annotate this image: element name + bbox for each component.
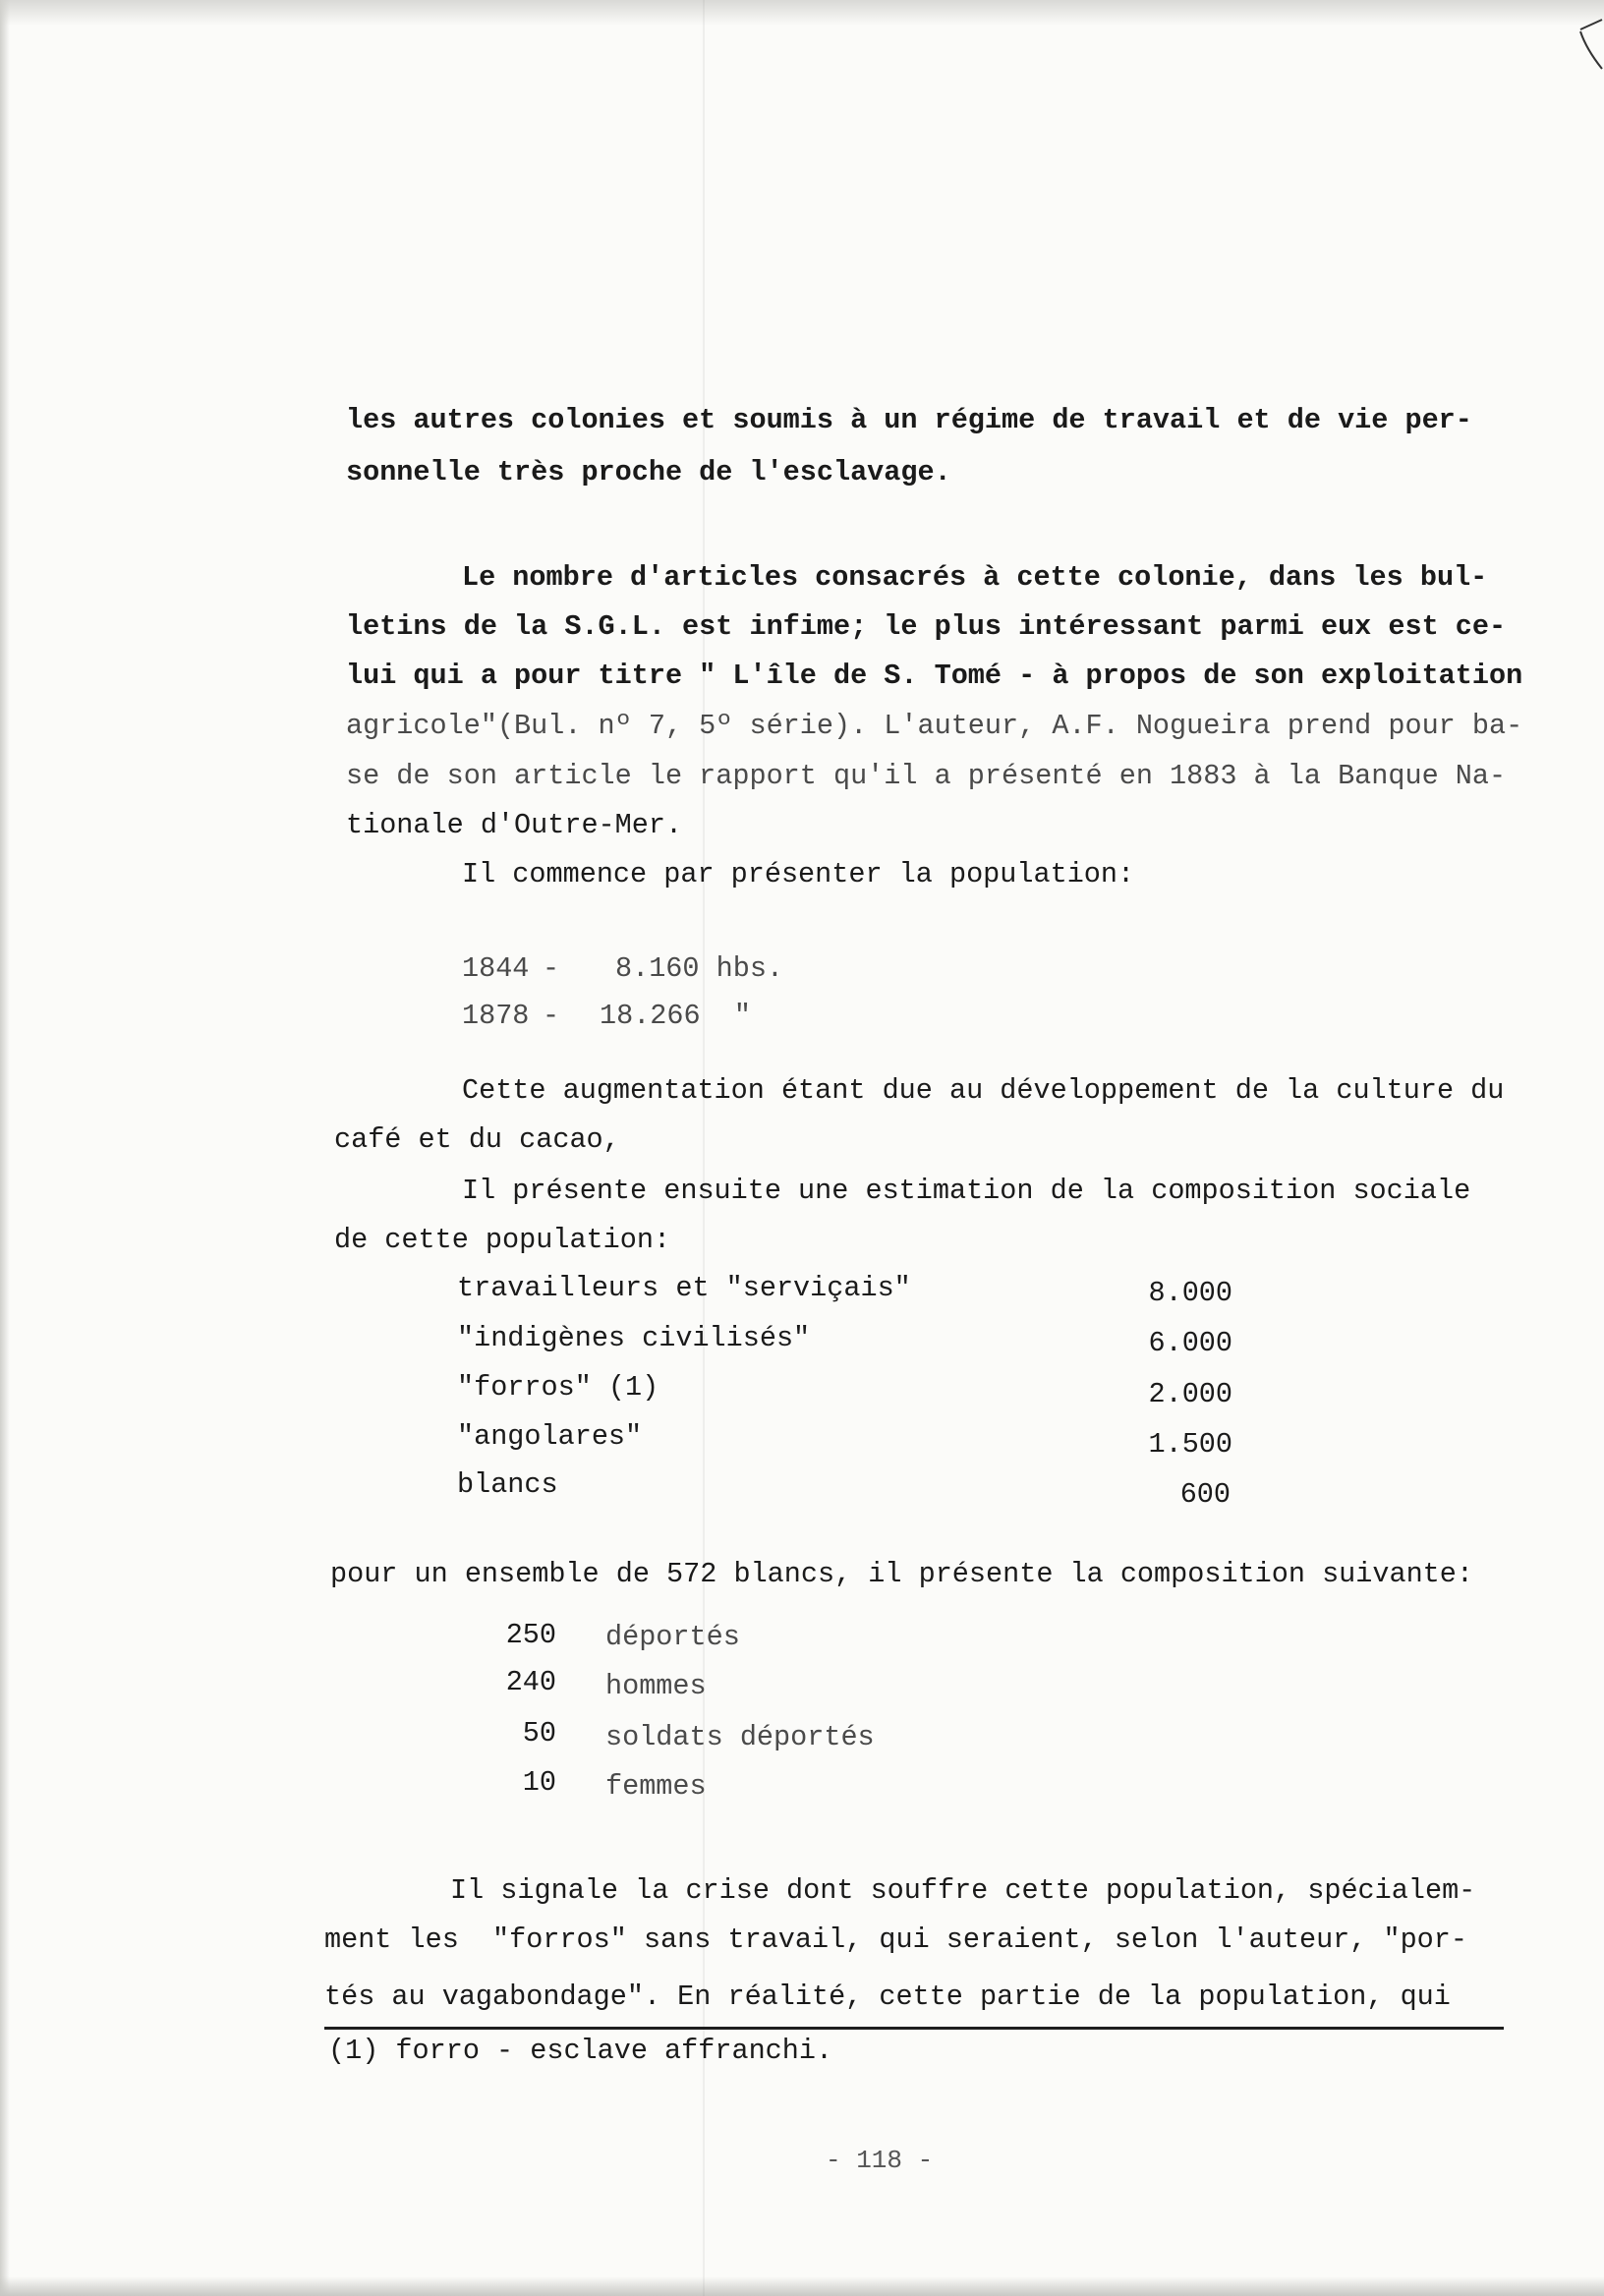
scan-edge-left: [0, 0, 10, 2296]
footnote-rule: [324, 2027, 1504, 2030]
footnote: (1) forro - esclave affranchi.: [328, 2035, 833, 2067]
composition-label: "forros" (1): [457, 1371, 659, 1404]
whites-label: soldats déportés: [605, 1721, 875, 1753]
scan-edge-top: [0, 0, 1604, 26]
population-year: 1844: [462, 952, 530, 985]
text-line: Cette augmentation étant due au développement de la culture du: [462, 1074, 1505, 1107]
population-value: 8.160 hbs.: [615, 952, 784, 985]
text-line: letins de la S.G.L. est infime; le plus intéressant parmi eux est ce-: [346, 610, 1507, 643]
text-line: les autres colonies et soumis à un régime de travail et de vie per-: [346, 404, 1472, 436]
text-line: de cette population:: [334, 1224, 671, 1256]
text-line: tés au vagabondage". En réalité, cette partie de la population, qui: [324, 1980, 1451, 2013]
text-line: café et du cacao,: [334, 1123, 620, 1156]
text-line: se de son article le rapport qu'il a présenté en 1883 à la Banque Na-: [346, 760, 1507, 792]
composition-value: 2.000: [1148, 1378, 1232, 1410]
population-value: 18.266 ": [600, 1000, 751, 1032]
text-line: Il signale la crise dont souffre cette population, spécialem-: [450, 1874, 1476, 1907]
text-line: Il présente ensuite une estimation de la composition sociale: [462, 1175, 1471, 1207]
whites-count: 250: [505, 1619, 556, 1651]
scan-edge-bottom: [0, 2276, 1604, 2296]
text-line: sonnelle très proche de l'esclavage.: [346, 456, 951, 488]
composition-value: 8.000: [1148, 1277, 1232, 1309]
whites-label: hommes: [605, 1670, 707, 1702]
composition-label: travailleurs et "serviçais": [457, 1272, 911, 1304]
composition-value: 1.500: [1148, 1428, 1232, 1461]
text-line: ment les "forros" sans travail, qui seraient, selon l'auteur, "por-: [324, 1923, 1467, 1956]
whites-label: femmes: [605, 1770, 707, 1803]
whites-count: 50: [522, 1717, 556, 1750]
composition-label: "angolares": [457, 1420, 643, 1453]
text-line: pour un ensemble de 572 blancs, il présente la composition suivante:: [330, 1558, 1473, 1590]
whites-count: 10: [522, 1766, 556, 1799]
composition-value: 600: [1179, 1478, 1231, 1511]
text-line: agricole"(Bul. nº 7, 5º série). L'auteur, A.F. Nogueira prend pour ba-: [346, 710, 1523, 742]
whites-label: déportés: [605, 1621, 740, 1653]
text-line: tionale d'Outre-Mer.: [346, 809, 683, 841]
whites-count: 240: [505, 1666, 556, 1698]
corner-fold-mark: [1576, 14, 1604, 73]
text-line: lui qui a pour titre " L'île de S. Tomé - à propos de son exploitation: [346, 660, 1523, 692]
composition-label: "indigènes civilisés": [457, 1322, 811, 1354]
page-number: - 118 -: [826, 2146, 934, 2175]
population-dash: -: [543, 1000, 560, 1032]
population-year: 1878: [462, 1000, 530, 1032]
population-dash: -: [543, 952, 560, 985]
composition-label: blancs: [457, 1468, 558, 1501]
text-line: Le nombre d'articles consacrés à cette colonie, dans les bul-: [462, 561, 1488, 594]
text-line: Il commence par présenter la population:: [462, 858, 1135, 890]
composition-value: 6.000: [1148, 1327, 1232, 1359]
